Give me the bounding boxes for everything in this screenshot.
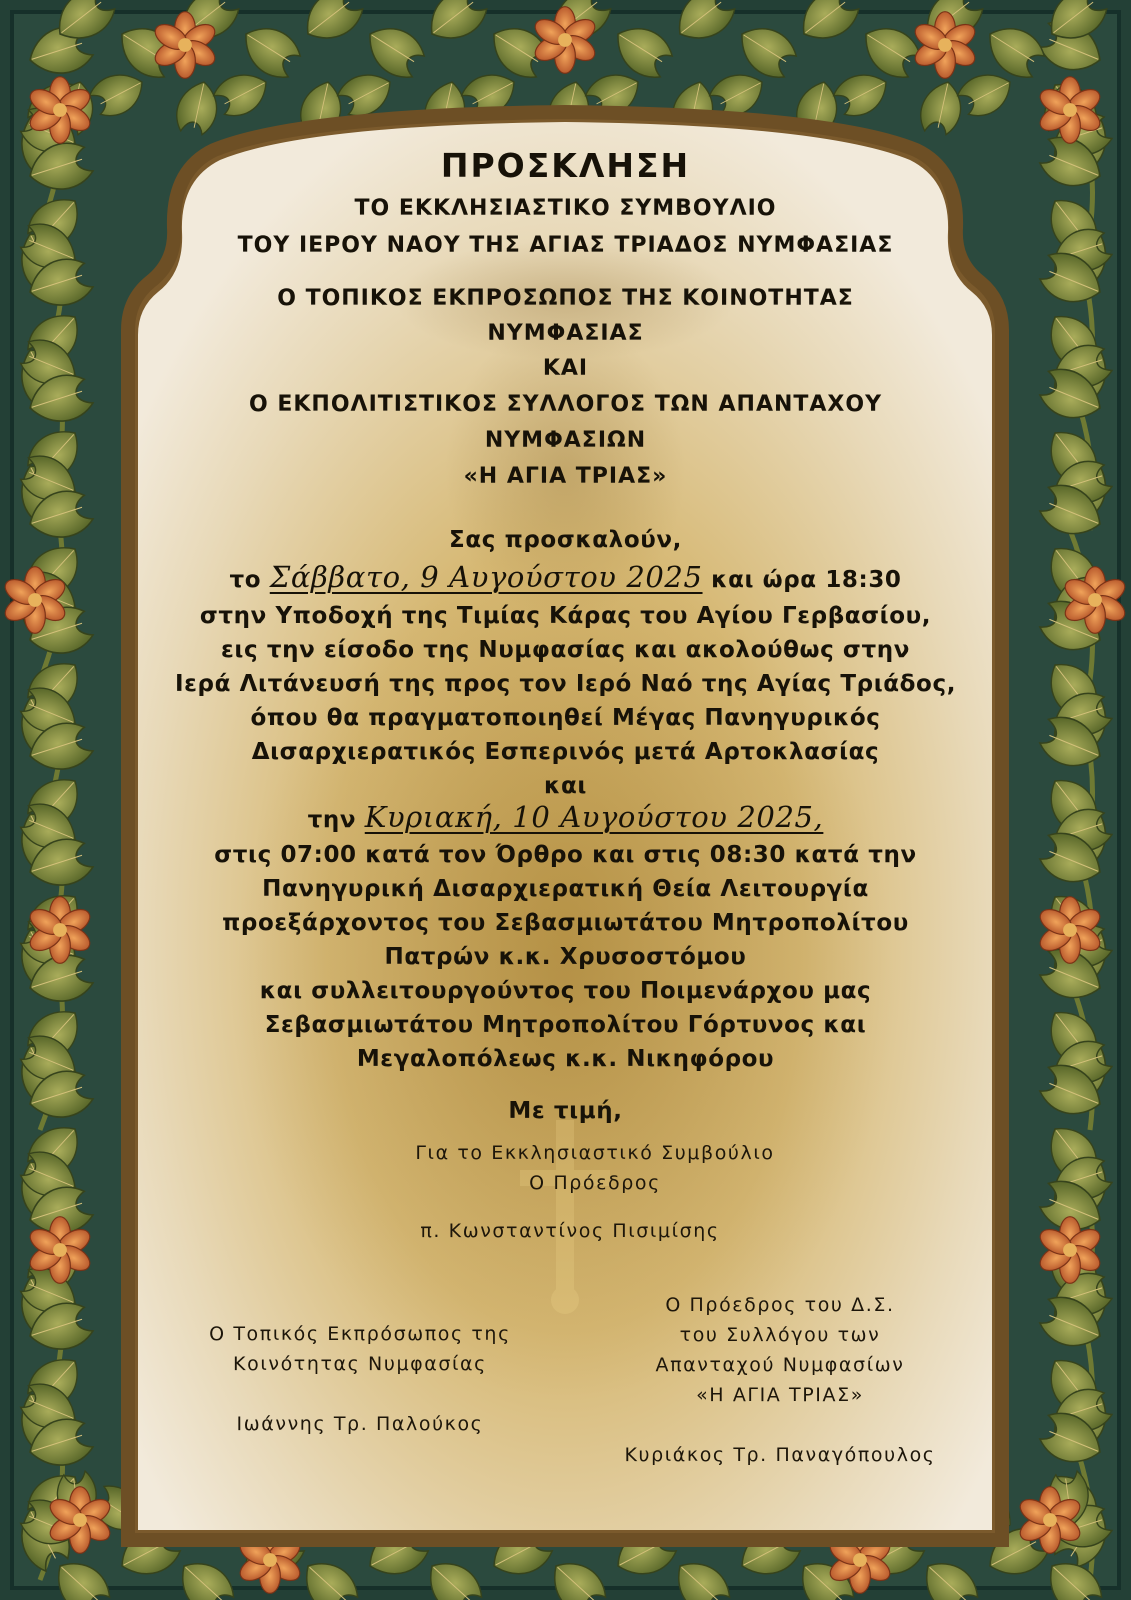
right-signatory-role-line4: «Η ΑΓΙΑ ΤΡΙΑΣ» — [696, 1384, 864, 1406]
saturday-line4: όπου θα πραγματοποιηθεί Μέγας Πανηγυρικός — [250, 705, 881, 731]
sunday-line6: Σεβασμιωτάτου Μητροπολίτου Γόρτυνος και — [264, 1012, 867, 1038]
right-signatory-name: Κυριάκος Τρ. Παναγόπουλος — [624, 1444, 936, 1466]
regards-text: Με τιμή, — [508, 1098, 623, 1124]
right-signatory-role-line1: Ο Πρόεδρος του Δ.Σ. — [665, 1294, 895, 1316]
host2-line2: ΝΥΜΦΑΣΙΑΣ — [487, 321, 644, 346]
council-president-name: π. Κωνσταντίνος Πισιμίσης — [420, 1220, 720, 1242]
left-signatory-role-line2: Κοινότητας Νυμφασίας — [233, 1353, 487, 1375]
saturday-date-line — [0, 560, 1131, 594]
sunday-line3: προεξάρχοντος του Σεβασμιωτάτου Μητροπολίτου — [222, 910, 909, 936]
sunday-line1: στις 07:00 κατά τον Όρθρο και στις 08:30 κατά την — [214, 842, 917, 868]
sunday-line4: Πατρών κ.κ. Χρυσοστόμου — [384, 944, 747, 970]
saturday-time: και ώρα 18:30 — [711, 567, 902, 593]
council-role-line1: Για το Εκκλησιαστικό Συμβούλιο — [415, 1142, 775, 1164]
sunday-date: Κυριακή, 10 Αυγούστου 2025, — [364, 800, 824, 834]
sunday-line7: Μεγαλοπόλεως κ.κ. Νικηφόρου — [356, 1046, 775, 1072]
host1-line2: ΤΟΥ ΙΕΡΟΥ ΝΑΟΥ ΤΗΣ ΑΓΙΑΣ ΤΡΙΑΔΟΣ ΝΥΜΦΑΣΙΑΣ — [237, 233, 894, 258]
invite-intro: Σας προσκαλούν, — [449, 527, 682, 553]
council-role-line2: Ο Πρόεδρος — [529, 1172, 661, 1194]
saturday-date: Σάββατο, 9 Αυγούστου 2025 — [269, 560, 703, 594]
right-signatory-role-line3: Απανταχού Νυμφασίων — [655, 1354, 905, 1376]
host3-line2: ΝΥΜΦΑΣΙΩΝ — [484, 428, 647, 453]
left-signatory-name: Ιωάννης Τρ. Παλούκος — [236, 1413, 484, 1435]
saturday-line5: Δισαρχιερατικός Εσπερινός μετά Αρτοκλασίας — [251, 739, 880, 765]
saturday-line3: Ιερά Λιτάνευσή της προς τον Ιερό Ναό της Αγίας Τριάδος, — [174, 671, 957, 697]
host2-line1: Ο ΤΟΠΙΚΟΣ ΕΚΠΡΟΣΩΠΟΣ ΤΗΣ ΚΟΙΝΟΤΗΤΑΣ — [277, 286, 854, 311]
saturday-line2: εις την είσοδο της Νυμφασίας και ακολούθως στην — [221, 637, 910, 663]
right-signatory-role-line2: του Συλλόγου των — [679, 1324, 881, 1346]
host3-line3: «Η ΑΓΙΑ ΤΡΙΑΣ» — [463, 464, 668, 489]
sunday-date-line — [0, 800, 1131, 834]
saturday-line1: στην Υποδοχή της Τιμίας Κάρας του Αγίου Γερβασίου, — [199, 603, 932, 629]
host1-line1: ΤΟ ΕΚΚΛΗΣΙΑΣΤΙΚΟ ΣΥΜΒΟΥΛΙΟ — [354, 196, 777, 221]
sunday-line5: και συλλειτουργούντος του Ποιμενάρχου μας — [259, 978, 872, 1004]
invitation-title: ΠΡΟΣΚΛΗΣΗ — [440, 146, 691, 185]
and-text: και — [544, 773, 587, 799]
conjunction-text: ΚΑΙ — [542, 356, 589, 381]
host3-line1: Ο ΕΚΠΟΛΙΤΙΣΤΙΚΟΣ ΣΥΛΛΟΓΟΣ ΤΩΝ ΑΠΑΝΤΑΧΟΥ — [248, 392, 883, 417]
sunday-line2: Πανηγυρική Δισαρχιερατική Θεία Λειτουργία — [262, 876, 869, 902]
left-signatory-role-line1: Ο Τοπικός Εκπρόσωπος της — [209, 1323, 511, 1345]
sunday-prefix: την — [307, 807, 357, 833]
saturday-prefix: το — [229, 567, 262, 593]
